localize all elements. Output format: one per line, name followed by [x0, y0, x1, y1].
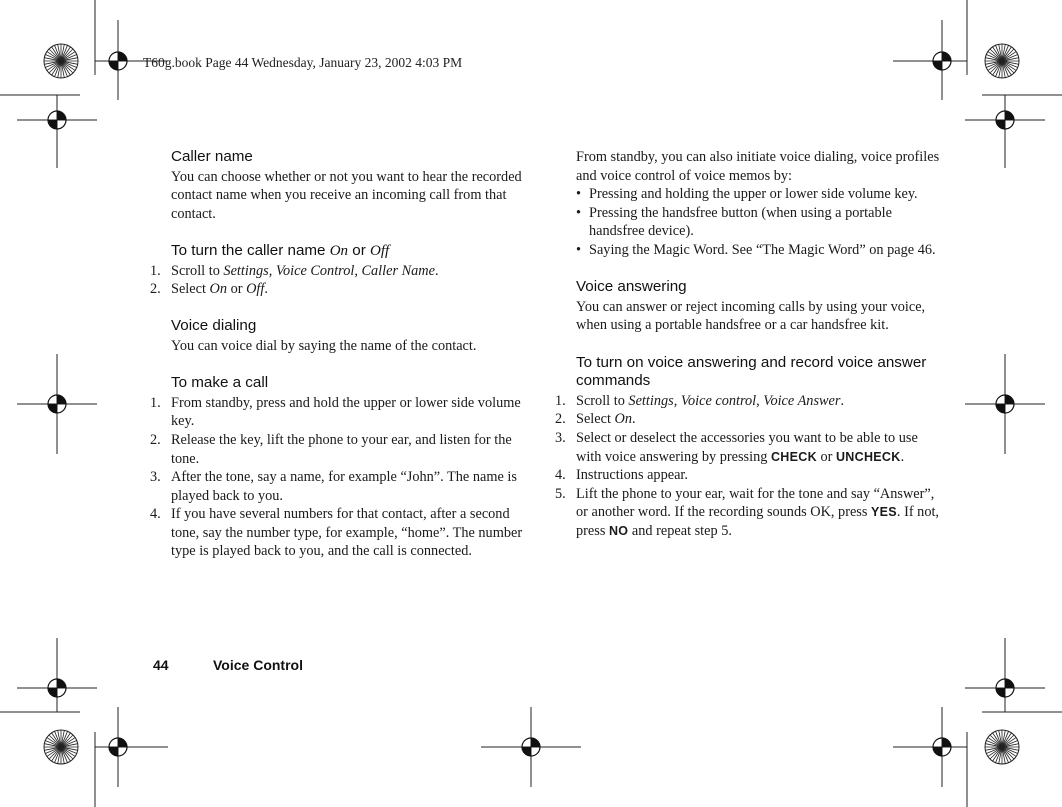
- page-number: 44: [153, 657, 169, 673]
- registration-star: [44, 730, 78, 764]
- list-item: 3. Select or deselect the accessories you want to be able to use with voice answering by pressing CHECK or UNCHECK.: [555, 429, 918, 465]
- no-key: NO: [608, 523, 629, 538]
- list-item: 1. Scroll to Settings, Voice Control, Caller Name.: [150, 262, 439, 279]
- turn-on-voice-answering-heading: To turn on voice answering and record voice answer commands: [576, 353, 927, 390]
- list-item: 2. Select On.: [555, 411, 636, 428]
- right-column: [555, 148, 940, 540]
- yes-key: YES: [871, 505, 897, 520]
- registration-star: [44, 44, 78, 78]
- list-item: 4. Instructions appear.: [555, 467, 688, 484]
- crosshair-mark: [996, 111, 1014, 129]
- crosshair-mark: [522, 738, 540, 756]
- registration-star: [985, 44, 1019, 78]
- crosshair-mark: [996, 679, 1014, 697]
- bullet-item: • Pressing and holding the upper or lower side volume key.: [576, 186, 918, 203]
- voice-dialing-heading: Voice dialing: [171, 317, 257, 335]
- crosshair-mark: [48, 395, 66, 413]
- crosshair-mark: [996, 395, 1014, 413]
- turn-caller-name-heading: To turn the caller name On or Off: [171, 241, 390, 259]
- check-key: CHECK: [770, 449, 817, 464]
- crosshair-mark: [933, 52, 951, 70]
- list-item: 2. Select On or Off.: [150, 281, 268, 298]
- list-item: 1. Scroll to Settings, Voice control, Voice Answer.: [555, 392, 845, 409]
- crosshair-mark: [933, 738, 951, 756]
- list-item: 4. If you have several numbers for that contact, after a second tone, say the number type, for example, “home”. The number type is played back to you, and the call is connected.: [150, 506, 523, 560]
- voice-answering-heading: Voice answering: [576, 278, 687, 296]
- voice-answering-body: You can answer or reject incoming calls by using your voice, when using a portable handsfree or a car handsfree kit.: [576, 298, 926, 334]
- left-column: [150, 148, 535, 561]
- uncheck-key: UNCHECK: [835, 449, 901, 464]
- crosshair-mark: [48, 679, 66, 697]
- crosshair-mark: [109, 738, 127, 756]
- section-title: Voice Control: [213, 657, 303, 673]
- list-item: 3. After the tone, say a name, for example “John”. The name is played back to you.: [150, 469, 517, 504]
- menu-path: Settings, Voice Control, Caller Name: [223, 262, 435, 279]
- list-item: 1. From standby, press and hold the upper or lower side volume key.: [150, 394, 521, 430]
- make-call-heading: To make a call: [171, 374, 269, 392]
- caller-name-body: You can choose whether or not you want to hear the recorded contact name when you receive an incoming call from that contact.: [171, 168, 522, 222]
- list-item: 5. Lift the phone to your ear, wait for the tone and say “Answer”, or another word. If the recording sounds OK, press YES. If not, press NO and repeat step 5.: [555, 485, 940, 539]
- caller-name-heading: Caller name: [171, 148, 253, 165]
- registration-star: [985, 730, 1019, 764]
- bullet-item: • Pressing the handsfree button (when using a portable handsfree device).: [576, 204, 892, 240]
- voice-intro: From standby, you can also initiate voice dialing, voice profiles and voice control of voice memos by:: [576, 149, 940, 184]
- crosshair-mark: [109, 52, 127, 70]
- crosshair-mark: [48, 111, 66, 129]
- voice-dialing-body: You can voice dial by saying the name of the contact.: [171, 337, 477, 354]
- print-slug: T60g.book Page 44 Wednesday, January 23, 2002 4:03 PM: [143, 55, 463, 70]
- menu-path: Settings, Voice control, Voice Answer: [628, 392, 841, 409]
- bullet-item: • Saying the Magic Word. See “The Magic Word” on page 46.: [576, 241, 936, 258]
- list-item: 2. Release the key, lift the phone to your ear, and listen for the tone.: [150, 431, 512, 467]
